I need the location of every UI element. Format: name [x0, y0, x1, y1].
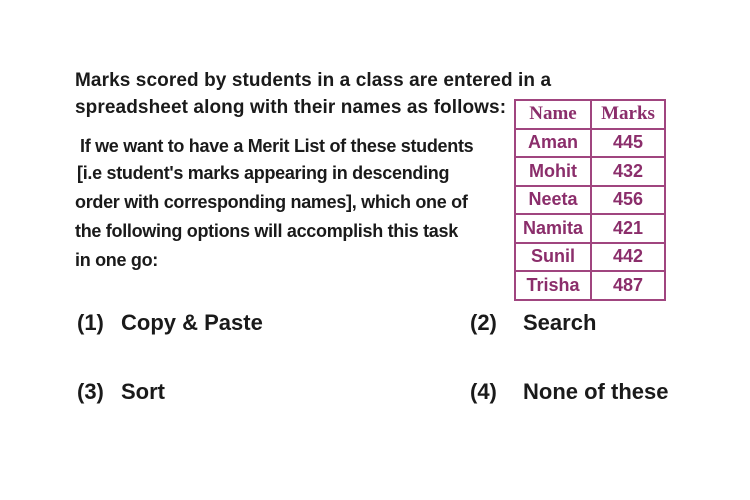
student-marks-cell: 445 [591, 129, 665, 158]
option-label: Copy & Paste [121, 310, 263, 335]
option-3[interactable] [77, 379, 165, 405]
option-2[interactable] [470, 310, 596, 336]
table-header-row [515, 100, 665, 129]
column-header-name: Name [515, 100, 591, 129]
question-line: spreadsheet along with their names as follows: [75, 97, 507, 118]
table-row [515, 243, 665, 272]
student-marks-cell: 442 [591, 243, 665, 272]
table-row [515, 186, 665, 215]
option-4[interactable] [470, 379, 668, 405]
student-name-cell: Mohit [515, 157, 591, 186]
table-row [515, 271, 665, 300]
column-header-marks: Marks [591, 100, 665, 129]
student-marks-cell: 456 [591, 186, 665, 215]
option-label: Sort [121, 379, 165, 404]
student-name-cell: Sunil [515, 243, 591, 272]
student-marks-cell: 421 [591, 214, 665, 243]
student-name-cell: Trisha [515, 271, 591, 300]
question-line: [i.e student's marks appearing in descending [77, 163, 450, 183]
question-line: Marks scored by students in a class are entered in a [75, 70, 552, 91]
option-label: None of these [523, 379, 669, 404]
option-number: (4) [470, 379, 497, 404]
marks-table [514, 99, 666, 301]
option-number: (3) [77, 379, 104, 404]
question-line: If we want to have a Merit List of these students [80, 136, 474, 156]
student-name-cell: Aman [515, 129, 591, 158]
student-marks-cell: 432 [591, 157, 665, 186]
student-name-cell: Neeta [515, 186, 591, 215]
option-number: (2) [470, 310, 497, 335]
option-1[interactable] [77, 310, 263, 336]
student-name-cell: Namita [515, 214, 591, 243]
table-row [515, 214, 665, 243]
table-row [515, 157, 665, 186]
option-label: Search [523, 310, 597, 335]
question-line: order with corresponding names], which one of [75, 192, 468, 212]
option-number: (1) [77, 310, 104, 335]
student-marks-cell: 487 [591, 271, 665, 300]
question-line: the following options will accomplish this task [75, 221, 458, 241]
question-line: in one go: [75, 250, 158, 270]
table-row [515, 129, 665, 158]
